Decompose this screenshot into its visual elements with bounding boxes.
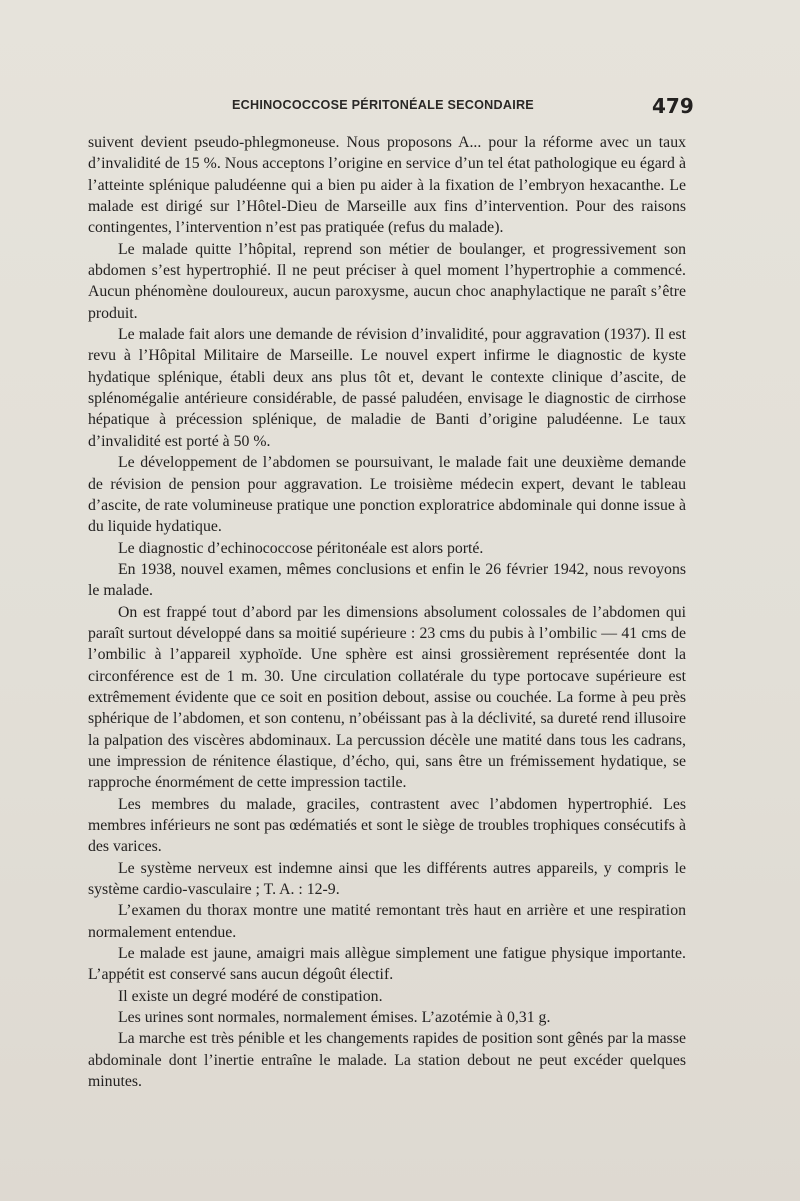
paragraph-continued: suivent devient pseudo-phlegmoneuse. Nous proposons A... pour la réforme avec un taux d’invalidité de 15 %. Nous acceptons l’origine en service d’un tel état pathologique eu égard à l’atteinte splénique paludéenne qui a bien pu aider à la fixation de l’embryon hexacanthe. Le malade est dirigé sur l’Hôtel-Dieu de Marseille aux fins d’intervention. Pour des raisons contingentes, l’intervention n’est pas pratiquée (refus du malade). <box>88 134 686 237</box>
paragraph: Le malade quitte l’hôpital, reprend son métier de boulanger, et progressivement son abdomen s’est hypertrophié. Il ne peut préciser à quel moment l’hypertrophie a commencé. Aucun phénomène douloureux, aucun paroxysme, aucun choc anaphylactique ne paraît s’être produit. <box>88 240 686 322</box>
paragraph: Les membres du malade, graciles, contrastent avec l’abdomen hypertrophié. Les membres inférieurs ne sont pas œdématiés et sont le siège de troubles trophiques consécutifs à des varices. <box>88 795 686 856</box>
paragraph: L’examen du thorax montre une matité remontant très haut en arrière et une respiration normalement entendue. <box>88 902 686 941</box>
paragraph: En 1938, nouvel examen, mêmes conclusions et enfin le 26 février 1942, nous revoyons le malade. <box>88 560 686 600</box>
paragraph: La marche est très pénible et les changements rapides de position sont gênés par la masse abdominale dont l’inertie entraîne le malade. La station debout ne peut excéder quelques minutes. <box>88 1030 686 1091</box>
running-title: ECHINOCOCCOSE PÉRITONÉALE SECONDAIRE <box>232 98 534 112</box>
paragraph: Les urines sont normales, normalement émises. L’azotémie à 0,31 g. <box>118 1009 551 1027</box>
body-text <box>88 132 686 1092</box>
page-number: 479 <box>652 94 694 118</box>
paragraph: Le malade fait alors une demande de révision d’invalidité, pour aggravation (1937). Il est revu à l’Hôpital Militaire de Marseille. Le nouvel expert infirme le diagnostic de kyste hydatique splénique, établi deux ans plus tôt et, devant le contexte clinique d’ascite, de splénomégalie antérieure considérable, de passé paludéen, envisage le diagnostic de cirrhose hépatique à précession splénique, de maladie de Banti d’origine paludéenne. Le taux d’invalidité est porté à 50 %. <box>88 326 686 450</box>
paragraph: Le système nerveux est indemne ainsi que les différents autres appareils, y compris le système cardio-vasculaire ; T. A. : 12-9. <box>88 859 686 899</box>
page-header <box>0 94 800 124</box>
paragraph: Il existe un degré modéré de constipation. <box>118 987 383 1005</box>
paragraph: Le développement de l’abdomen se poursuivant, le malade fait une deuxième demande de révision de pension pour aggravation. Le troisième médecin expert, devant le tableau d’ascite, de rate volumineuse pratique une ponction exploratrice abdominale qui donne issue à du liquide hydatique. <box>88 454 686 536</box>
paragraph: On est frappé tout d’abord par les dimensions absolument colossales de l’abdomen qui paraît surtout développé dans sa moitié supérieure : 23 cms du pubis à l’ombilic — 41 cms de l’ombilic à l’appareil xyphoïde. Une sphère est ainsi grossièrement représentée dont la circonférence est de 1 m. 30. Une circulation collatérale du type portocave supérieure est extrêmement évidente que ce soit en position debout, assise ou couchée. La forme à peu près sphérique de l’abdomen, et son contenu, n’obéissant pas à la déclivité, sa dureté rend illusoire la palpation des viscères abdominaux. La percussion décèle une matité dans tous les cadrans, une impression de rénitence élastique, d’écho, qui, sans être un frémissement hydatique, se rapproche énormément de cette impression tactile. <box>88 603 686 792</box>
paragraph: Le malade est jaune, amaigri mais allègue simplement une fatigue physique importante. L’appétit est conservé sans aucun dégoût électif. <box>88 945 686 984</box>
paragraph: Le diagnostic d’echinococcose péritonéale est alors porté. <box>118 539 484 557</box>
